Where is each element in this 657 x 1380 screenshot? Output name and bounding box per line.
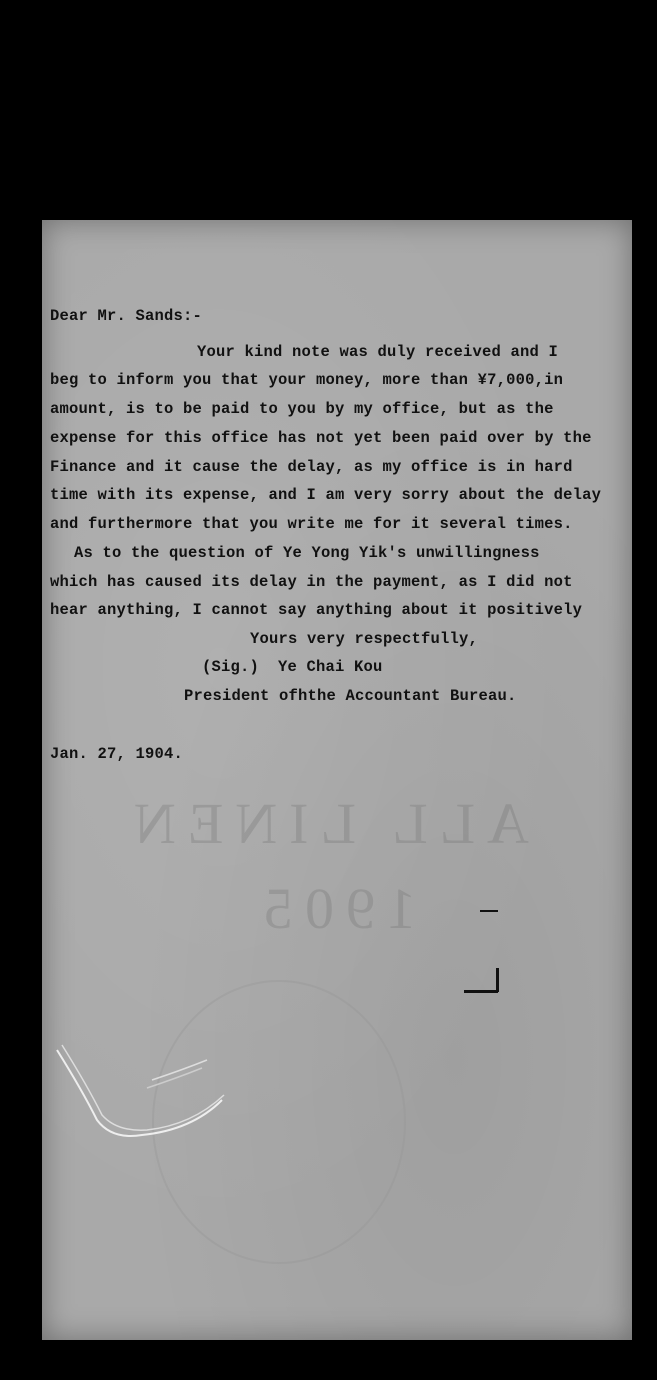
signatory-title: President ofhthe Accountant Bureau. — [184, 687, 517, 705]
body-line-9: which has caused its delay in the payment, as I did not — [50, 573, 573, 591]
body-line-10: hear anything, I cannot say anything about it positively — [50, 601, 583, 619]
signature: (Sig.) Ye Chai Kou — [202, 658, 383, 676]
ink-mark — [480, 910, 498, 912]
body-line-6: time with its expense, and I am very sorry about the delay — [50, 486, 602, 504]
body-line-7: and furthermore that you write me for it several times. — [50, 515, 573, 533]
letter-date: Jan. 27, 1904. — [50, 745, 184, 763]
body-line-3: amount, is to be paid to you by my office, but as the — [50, 400, 554, 418]
letter-sheet — [42, 220, 632, 1340]
closing: Yours very respectfully, — [250, 630, 479, 648]
body-line-8: As to the question of Ye Yong Yik's unwillingness — [74, 544, 540, 562]
body-line-4: expense for this office has not yet been paid over by the — [50, 429, 592, 447]
body-line-5: Finance and it cause the delay, as my office is in hard — [50, 458, 573, 476]
body-line-1: Your kind note was duly received and I — [197, 343, 559, 361]
ink-stroke-mark — [52, 1040, 232, 1150]
salutation: Dear Mr. Sands:- — [50, 307, 203, 325]
body-line-2: beg to inform you that your money, more than ¥7,000,in — [50, 371, 564, 389]
ink-mark — [464, 990, 498, 993]
ink-mark — [496, 968, 499, 992]
watermark-year: 1905 — [252, 876, 416, 941]
watermark-text: ALL LINEN — [122, 791, 530, 856]
